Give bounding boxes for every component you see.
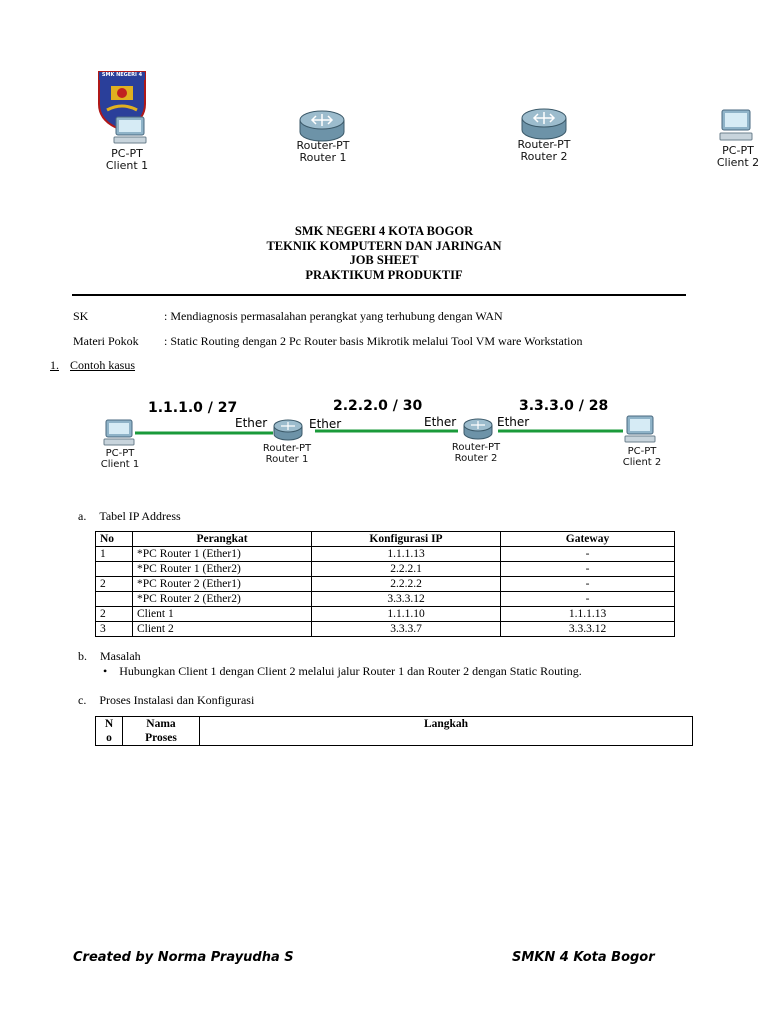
subsection-title: Tabel IP Address [99, 509, 181, 523]
table-cell: 2 [96, 607, 133, 622]
table-cell: Client 2 [133, 622, 312, 637]
subsection-letter: c. [78, 693, 87, 707]
table-cell: *PC Router 1 (Ether2) [133, 562, 312, 577]
ether-label-r2-right: Ether [497, 415, 530, 429]
table-cell: - [501, 577, 675, 592]
table-header: Gateway [501, 532, 675, 547]
subsection-letter: a. [78, 509, 87, 523]
pc-icon [112, 115, 148, 150]
device-name: Router 1 [299, 151, 347, 164]
device-type: Router-PT [262, 443, 312, 454]
table-row [96, 592, 675, 607]
table-cell: *PC Router 2 (Ether2) [133, 592, 312, 607]
device-type: Router-PT [296, 139, 350, 152]
table-cell: 1.1.1.13 [501, 607, 675, 622]
table-header: Konfigurasi IP [312, 532, 501, 547]
table-header [96, 717, 123, 746]
table-cell: 2.2.2.1 [312, 562, 501, 577]
subsection-title: Proses Instalasi dan Konfigurasi [99, 693, 255, 707]
table-cell: 3.3.3.12 [501, 622, 675, 637]
device-type: PC-PT [111, 147, 143, 160]
table-header-row [96, 717, 693, 746]
network-label-2: 2.2.2.0 / 30 [333, 398, 423, 414]
table-cell: 2.2.2.2 [312, 577, 501, 592]
table-row [96, 607, 675, 622]
topo-client1-label [90, 448, 150, 470]
header-router2-label [509, 139, 579, 163]
section-title: Contoh kasus [70, 358, 136, 372]
device-name: Router 2 [520, 150, 568, 163]
subsection-b [78, 649, 141, 664]
table-cell: 3.3.3.7 [312, 622, 501, 637]
table-cell: *PC Router 1 (Ether1) [133, 547, 312, 562]
sk-label: SK [73, 309, 89, 323]
table-cell: - [501, 592, 675, 607]
table-cell: 3.3.3.12 [312, 592, 501, 607]
table-cell: Client 1 [133, 607, 312, 622]
table-cell [96, 562, 133, 577]
table-cell: - [501, 547, 675, 562]
table-row [96, 547, 675, 562]
table-row [96, 562, 675, 577]
pc-icon [102, 418, 136, 451]
subsection-title: Masalah [100, 649, 141, 663]
topo-client2-label [612, 446, 672, 468]
bullet-icon: • [103, 664, 108, 678]
sk-value: : Mendiagnosis permasalahan perangkat yang terhubung dengan WAN [164, 309, 503, 323]
title-job-sheet: JOB SHEET [349, 253, 419, 267]
header-router1-label [288, 140, 358, 164]
steps-table [95, 716, 693, 746]
device-name: Router 1 [265, 454, 309, 465]
table-cell: - [501, 562, 675, 577]
network-label-1: 1.1.1.0 / 27 [148, 400, 238, 416]
header-no-part2: o [106, 732, 112, 744]
topo-router2-label [444, 442, 508, 464]
footer-school: SMKN 4 Kota Bogor [512, 950, 655, 965]
logo-text: SMK NEGERI 4 [101, 72, 143, 78]
table-cell: 3 [96, 622, 133, 637]
device-name: Client 1 [100, 459, 140, 470]
table-cell: 1.1.1.13 [312, 547, 501, 562]
table-cell: 1 [96, 547, 133, 562]
title-practicum: PRAKTIKUM PRODUKTIF [305, 268, 463, 282]
topo-router1-label [255, 443, 319, 465]
network-label-3: 3.3.3.0 / 28 [519, 398, 609, 414]
subsection-letter: b. [78, 649, 87, 663]
problem-bullet [103, 664, 582, 679]
device-name: Router 2 [454, 453, 498, 464]
pc-icon [718, 108, 754, 147]
device-type: Router-PT [451, 442, 501, 453]
table-header [123, 717, 200, 746]
table-row [96, 577, 675, 592]
device-type: PC-PT [627, 446, 657, 457]
ip-address-table [95, 531, 675, 637]
table-cell: 2 [96, 577, 133, 592]
table-header: Langkah [200, 717, 693, 746]
title-divider [72, 294, 686, 296]
subsection-c [78, 693, 254, 708]
table-header: No [96, 532, 133, 547]
ether-label-r2-left: Ether [424, 415, 457, 429]
section-number: 1. [50, 358, 59, 372]
device-type: PC-PT [722, 144, 754, 157]
table-cell [96, 592, 133, 607]
title-department: TEKNIK KOMPUTERN DAN JARINGAN [266, 239, 502, 253]
table-cell: 1.1.1.10 [312, 607, 501, 622]
header-nama: Nama [146, 718, 176, 730]
subsection-a [78, 509, 181, 524]
title-school: SMK NEGERI 4 KOTA BOGOR [294, 224, 474, 238]
footer-author: Created by Norma Prayudha S [73, 950, 294, 965]
device-name: Client 2 [622, 457, 662, 468]
header-no-part1: N [104, 718, 114, 730]
section1-heading [50, 358, 135, 373]
table-header-row [96, 532, 675, 547]
table-header: Perangkat [133, 532, 312, 547]
ether-label-r1-left: Ether [235, 416, 268, 430]
table-row [96, 622, 675, 637]
pc-icon [623, 414, 657, 449]
bullet-text: Hubungkan Client 1 dengan Client 2 melalui jalur Router 1 dan Router 2 dengan Static Routing. [119, 664, 582, 678]
header-client2-label [708, 145, 768, 169]
table-cell: *PC Router 2 (Ether1) [133, 577, 312, 592]
device-name: Client 2 [716, 156, 760, 169]
header-proses: Proses [145, 732, 177, 744]
device-type: Router-PT [517, 138, 571, 151]
ether-label-r1-right: Ether [309, 417, 342, 431]
materi-label: Materi Pokok [73, 334, 139, 348]
materi-value: : Static Routing dengan 2 Pc Router basis Mikrotik melalui Tool VM ware Workstation [164, 334, 583, 348]
device-name: Client 1 [105, 159, 149, 172]
header-client1-label [97, 148, 157, 172]
device-type: PC-PT [105, 448, 135, 459]
